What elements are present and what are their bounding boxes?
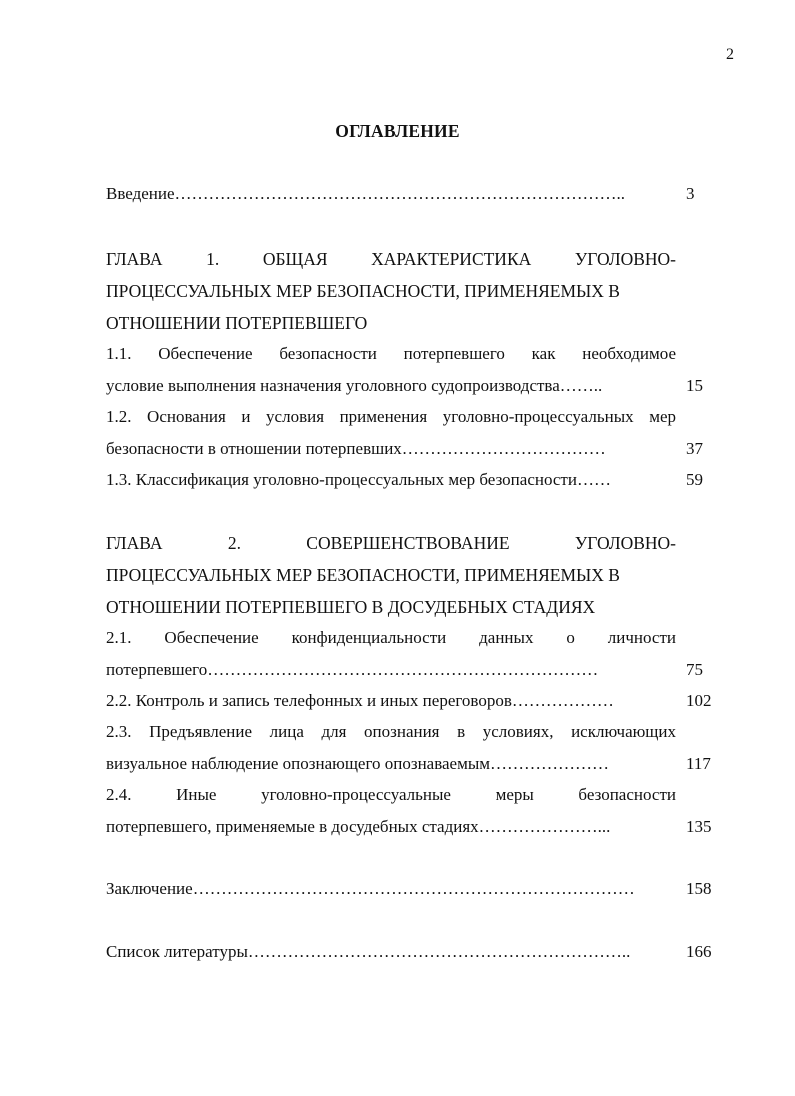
- toc-page-2-3: 117: [686, 754, 711, 773]
- page-number: 2: [726, 46, 734, 63]
- toc-entry-text: 1.3. Классификация уголовно-процессуальных мер безопасности……: [106, 470, 611, 489]
- toc-entry-text: Заключение……………………………………………………………………: [106, 879, 635, 898]
- toc-entry-intro[interactable]: [106, 178, 676, 210]
- toc-entry-text: 2.4. Иные уголовно-процессуальные меры безопасности: [106, 785, 676, 804]
- toc-entry-2-1[interactable]: [106, 622, 676, 686]
- toc-page-bibliography: 166: [686, 942, 712, 961]
- chapter-heading-line: ГЛАВА 1. ОБЩАЯ ХАРАКТЕРИСТИКА УГОЛОВНО-: [106, 249, 676, 269]
- toc-entry-1-1[interactable]: [106, 338, 676, 402]
- chapter-heading-line: ПРОЦЕССУАЛЬНЫХ МЕР БЕЗОПАСНОСТИ, ПРИМЕНЯЕМЫХ В: [106, 281, 620, 301]
- toc-page-2-4: 135: [686, 817, 712, 836]
- chapter-heading-line: ОТНОШЕНИИ ПОТЕРПЕВШЕГО В ДОСУДЕБНЫХ СТАДИЯХ: [106, 597, 596, 617]
- toc-entry-text: потерпевшего……………………………………………………………: [106, 660, 599, 679]
- toc-page-2-2: 102: [686, 691, 712, 710]
- page-title: ОГЛАВЛЕНИЕ: [335, 121, 460, 141]
- toc-page-intro: 3: [686, 184, 695, 203]
- toc-page-2-1: 75: [686, 660, 703, 679]
- chapter-heading-line: ГЛАВА 2. СОВЕРШЕНСТВОВАНИЕ УГОЛОВНО-: [106, 533, 676, 553]
- toc-page-conclusion: 158: [686, 879, 712, 898]
- toc-entry-conclusion[interactable]: [106, 873, 676, 905]
- chapter-2-heading[interactable]: [106, 527, 676, 623]
- toc-entry-text: Введение……………………………………………………………………..: [106, 184, 626, 203]
- toc-entry-text: 2.2. Контроль и запись телефонных и иных переговоров………………: [106, 691, 614, 710]
- toc-entry-text: 2.3. Предъявление лица для опознания в условиях, исключающих: [106, 722, 676, 741]
- toc-entry-2-2[interactable]: [106, 685, 676, 717]
- toc-entry-1-3[interactable]: [106, 464, 676, 496]
- toc-entry-text: потерпевшего, применяемые в досудебных стадиях…………………...: [106, 817, 611, 836]
- chapter-heading-line: ОТНОШЕНИИ ПОТЕРПЕВШЕГО: [106, 313, 368, 333]
- toc-entry-text: безопасности в отношении потерпевших………………………………: [106, 439, 606, 458]
- toc-page-1-1: 15: [686, 376, 703, 395]
- chapter-1-heading[interactable]: [106, 243, 676, 339]
- toc-entry-2-4[interactable]: [106, 779, 676, 843]
- toc-entry-1-2[interactable]: [106, 401, 676, 465]
- toc-page-1-3: 59: [686, 470, 703, 489]
- chapter-heading-line: ПРОЦЕССУАЛЬНЫХ МЕР БЕЗОПАСНОСТИ, ПРИМЕНЯЕМЫХ В: [106, 565, 620, 585]
- toc-entry-bibliography[interactable]: [106, 936, 676, 968]
- toc-entry-text: Список литературы…………………………………………………………..: [106, 942, 631, 961]
- toc-entry-text: 2.1. Обеспечение конфиденциальности данных о личности: [106, 628, 676, 647]
- toc-entry-text: условие выполнения назначения уголовного судопроизводства……..: [106, 376, 603, 395]
- toc-entry-text: 1.1. Обеспечение безопасности потерпевшего как необходимое: [106, 344, 676, 363]
- toc-page-1-2: 37: [686, 439, 703, 458]
- toc-entry-text: 1.2. Основания и условия применения уголовно-процессуальных мер: [106, 407, 676, 426]
- toc-entry-text: визуальное наблюдение опознающего опознаваемым…………………: [106, 754, 610, 773]
- toc-entry-2-3[interactable]: [106, 716, 676, 780]
